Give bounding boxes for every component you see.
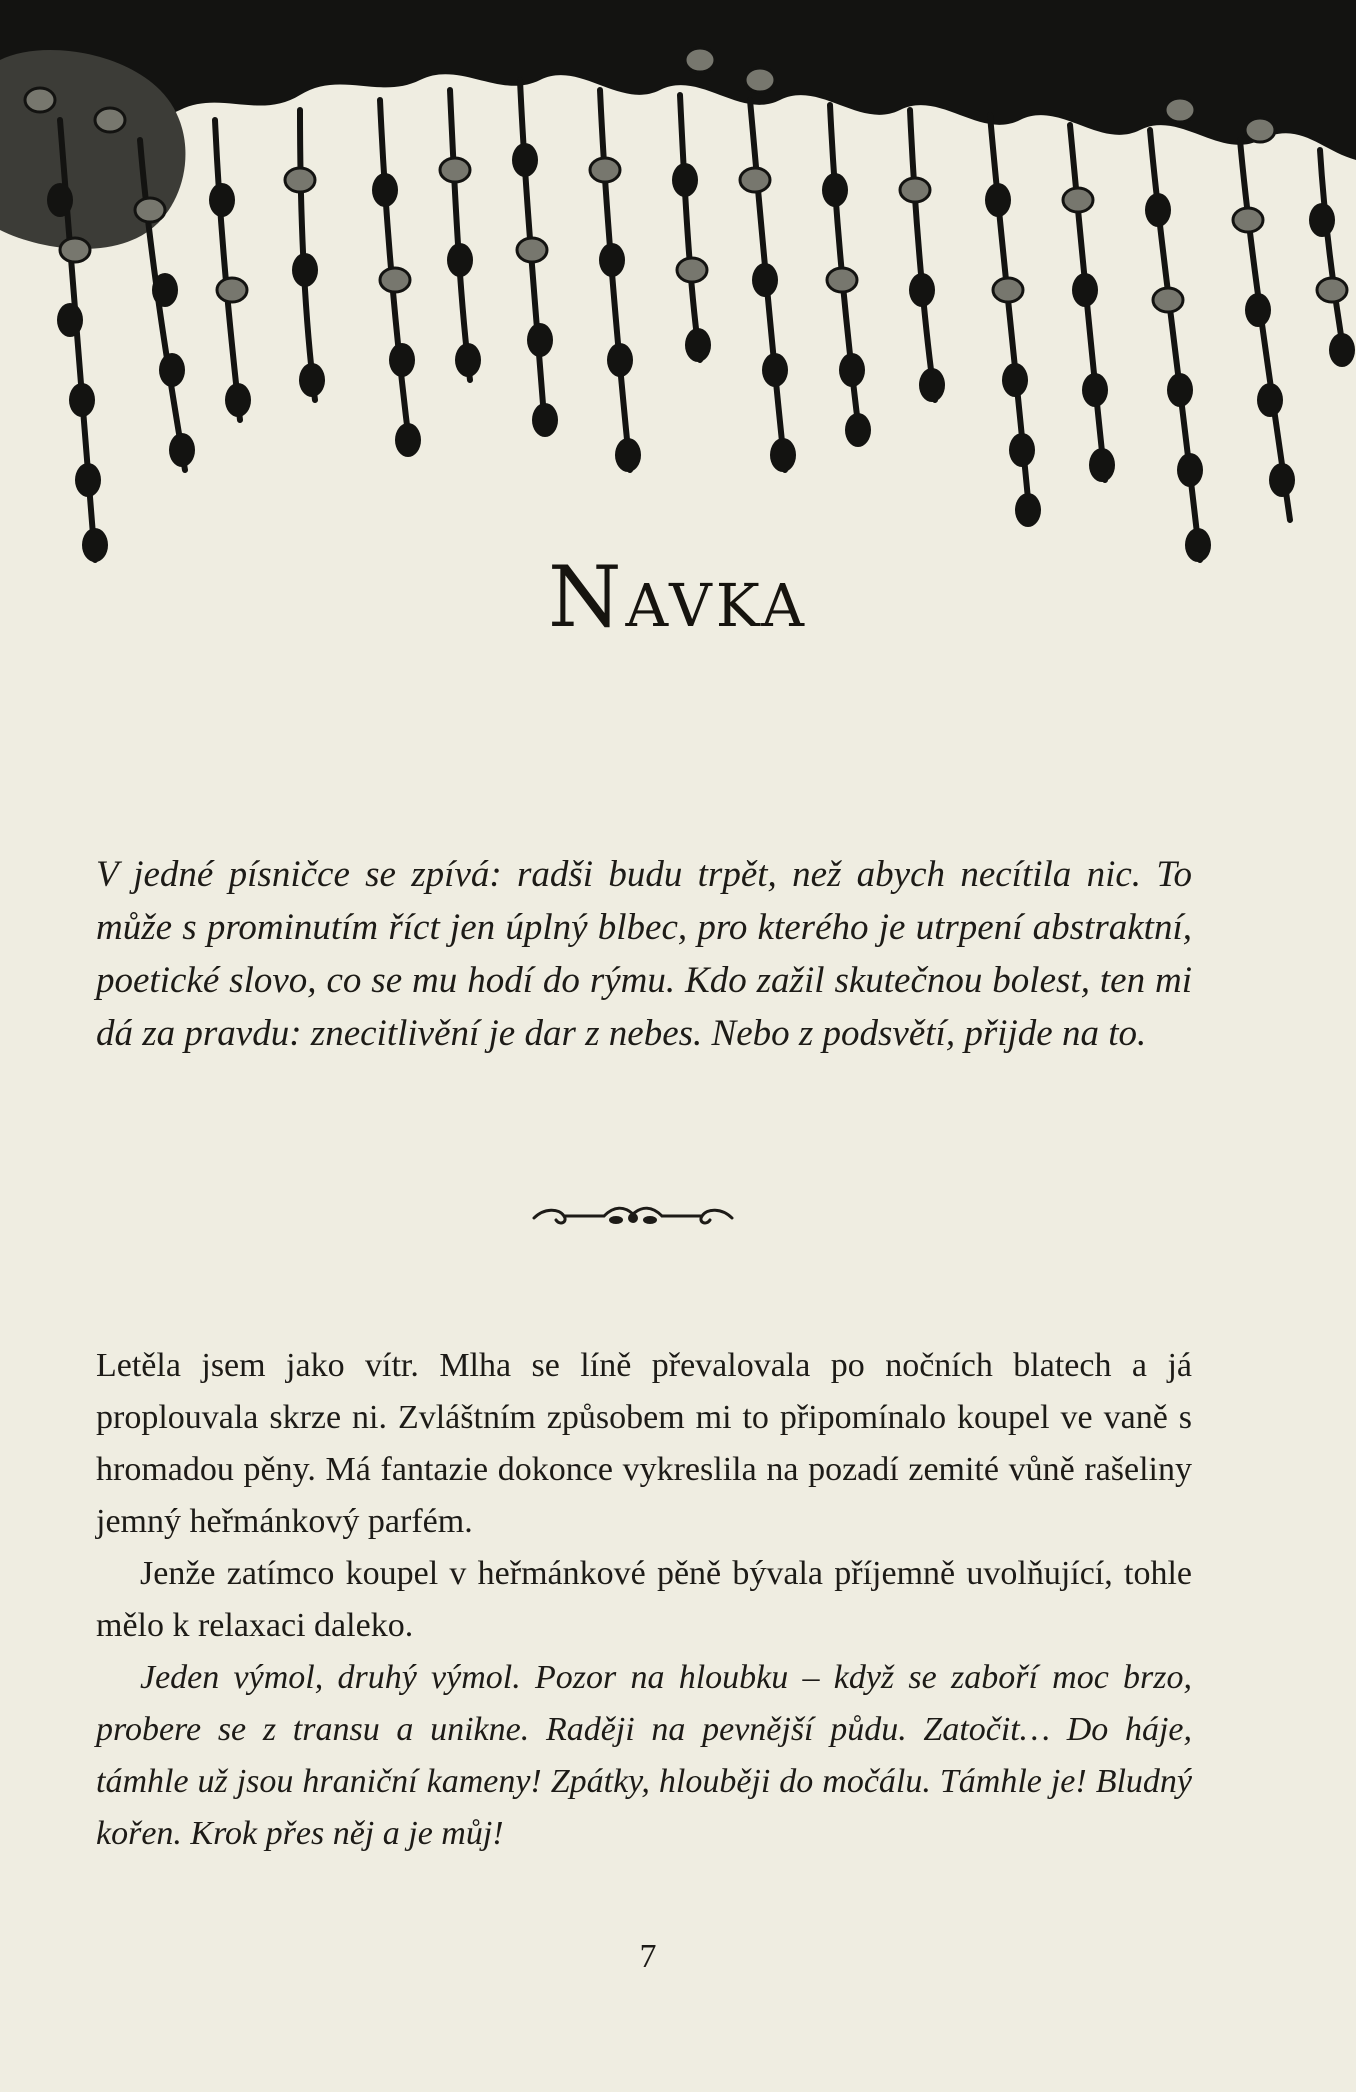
page-number: 7 [639,1938,657,1975]
epigraph [96,848,1192,1060]
epigraph-text: V jedné písničce se zpívá: radši budu trpět, než abych necítila nic. To může s prominutím říct jen úplný blbec, pro kterého je utrpení abstraktní, poetické slovo, co se mu hodí do rýmu. Kdo zažil skutečnou bolest, ten mi dá za pravdu: znecitlivění je dar z nebes. Nebo z podsvětí, přijde na to. [96,854,1192,1054]
body-text [96,1340,1192,1860]
body-paragraph: Letěla jsem jako vítr. Mlha se líně převalovala po nočních blatech a já proplouvala skrze ni. Zvláštním způsobem mi to připomínalo koupel ve vaně s hromadou pěny. Má fantazie dokonce vykreslila na pozadí zemité vůně rašeliny jemný heřmánkový parfém. [96,1347,1192,1540]
italic-paragraph: Jeden výmol, druhý výmol. Pozor na hloubku – když se zaboří moc brzo, probere se z transu a unikne. Raději na pevnější půdu. Zatočit… Do háje, támhle už jsou hraniční kameny! Zpátky, hlouběji do močálu. Támhle je! Bludný kořen. Krok přes něj a je můj! [96,1659,1192,1852]
body-paragraph: Jenže zatímco koupel v heřmánkové pěně bývala příjemně uvolňující, tohle mělo k relaxaci daleko. [96,1555,1192,1644]
ornamental-divider-icon [524,1198,742,1234]
chapter-title: Navka [547,548,809,646]
